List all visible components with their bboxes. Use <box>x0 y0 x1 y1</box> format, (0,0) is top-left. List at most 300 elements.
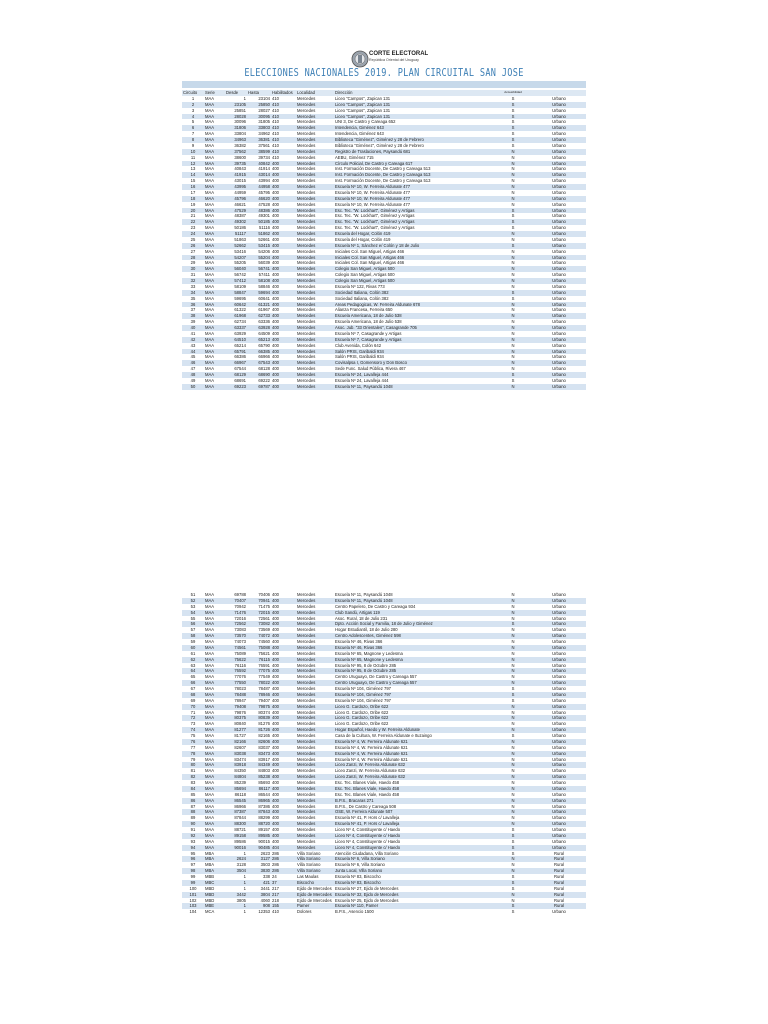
table-cell: Escuela Nº 6, Villa Soriano <box>335 862 385 868</box>
table-cell: Urbano <box>552 242 566 248</box>
table-cell: 63337 <box>234 325 246 330</box>
table-cell: Urbano <box>552 95 566 101</box>
table-cell: Escuela Nº 104, Giménez 797 <box>335 686 391 691</box>
table-cell: 400 <box>272 803 279 809</box>
table-cell: 1 <box>243 909 246 915</box>
table-cell: Urbano <box>552 703 566 709</box>
table-cell: 83 <box>190 780 196 785</box>
table-cell: Mercedes <box>297 791 316 797</box>
table-cell: Mercedes <box>297 768 316 774</box>
table-cell: 60 <box>190 644 196 650</box>
table-cell: N <box>511 785 515 791</box>
table-cell: N <box>511 195 515 201</box>
table-cell: 81726 <box>258 727 270 733</box>
table-cell: 56040 <box>234 266 246 272</box>
table-cell: Urbano <box>552 248 566 254</box>
table-cell: 38 <box>190 313 196 319</box>
table-cell: MAA <box>205 307 215 313</box>
table-cell: 2624 <box>236 856 246 862</box>
table-cell: Mercedes <box>297 178 316 184</box>
table-cell: 400 <box>272 597 279 603</box>
table-cell: S <box>511 225 515 231</box>
table-cell: 400 <box>272 774 279 780</box>
table-cell: Centro Papelero, De Castro y Careaga 934 <box>335 603 416 609</box>
table-cell: 33803 <box>258 125 270 131</box>
table-cell: 83917 <box>258 756 270 762</box>
table-cell: 286 <box>272 856 279 862</box>
table-cell: 54207 <box>234 254 246 260</box>
table-cell: Urbano <box>552 791 566 797</box>
table-cell: Urbano <box>552 821 566 827</box>
table-cell: Escuela Nº 46, Rivas 366 <box>335 644 383 650</box>
table-cell: 82607 <box>234 744 246 750</box>
table-cell: Mercedes <box>297 248 316 254</box>
table-cell: Urbano <box>552 325 566 330</box>
table-cell: 49302 <box>234 219 246 225</box>
table-cell: Urbano <box>552 260 566 266</box>
table-cell: MAA <box>205 330 215 336</box>
table-cell: 90015 <box>258 838 270 844</box>
table-cell: 400 <box>272 686 279 691</box>
table-cell: 410 <box>272 95 279 101</box>
table-cell: Urbano <box>552 166 566 172</box>
table-cell: 51117 <box>234 231 246 236</box>
table-cell: S <box>511 107 515 113</box>
table-cell: MAA <box>205 703 215 709</box>
table-cell: 400 <box>272 674 279 680</box>
table-cell: Urbano <box>552 838 566 844</box>
table-cell: Esc. Tec. Blanes Viale, Haedo 458 <box>335 791 400 797</box>
table-cell: 53415 <box>258 242 270 248</box>
table-cell: Dpto. Acción Social y Familia, 18 de Julio y Giménez <box>335 621 433 627</box>
table-cell: MAA <box>205 142 215 148</box>
table-cell: Centro Adolescentes, Giménez 598 <box>335 633 401 639</box>
table-cell: 67544 <box>234 366 246 372</box>
table-cell: 65214 <box>234 342 246 348</box>
table-cell: MAA <box>205 377 215 383</box>
table-cell: Mercedes <box>297 225 316 231</box>
table-cell: N <box>511 856 515 862</box>
table-cell: 400 <box>272 160 279 166</box>
table-cell: MAA <box>205 674 215 680</box>
table-cell: N <box>511 744 515 750</box>
table-cell: Urbano <box>552 832 566 838</box>
table-cell: Rural <box>553 856 564 862</box>
table-cell: Urbano <box>552 307 566 313</box>
table-cell: Centro Uruguayo, De Castro y Careaga 557 <box>335 674 417 680</box>
table-cell: Urbano <box>552 680 566 686</box>
table-cell: Escuela Nº 4, W. Ferreira Aldunate 621 <box>335 750 408 756</box>
table-cell: 25 <box>190 236 196 242</box>
table-cell: Escuela Nº 4, W. Ferreira Aldunate 621 <box>335 756 408 762</box>
table-cell: S <box>511 697 515 703</box>
table-cell: Mercedes <box>297 662 316 668</box>
table-cell: MAA <box>205 372 215 377</box>
table-cell: Esc. Tec. "W. Lockhart", Giménez y Artigas <box>335 207 415 213</box>
table-cell: Escuela del Hogar, Colón 419 <box>335 231 391 236</box>
table-cell: 87387 <box>234 809 246 815</box>
table-cell: 90016 <box>234 844 246 850</box>
table-cell: Mercedes <box>297 189 316 195</box>
table-cell: 27 <box>190 248 196 254</box>
table-cell: Escuela Nº 122, Rivas 773 <box>335 283 385 289</box>
table-cell: Las Maulas <box>297 874 319 879</box>
table-cell: MAA <box>205 295 215 301</box>
table-cell: MAA <box>205 656 215 662</box>
table-cell: 61322 <box>234 307 246 313</box>
table-cell: 3127 <box>260 856 270 862</box>
table-cell: MAA <box>205 231 215 236</box>
table-cell: 89585 <box>258 832 270 838</box>
table-cell: Mercedes <box>297 703 316 709</box>
table-cell: 89 <box>190 815 196 821</box>
table-cell: Liceo G. Cardozo, Oribe 622 <box>335 703 389 709</box>
table-cell: 31805 <box>258 119 270 125</box>
table-cell: 400 <box>272 201 279 207</box>
table-cell: Círculo Policial, De Castro y Careaga 617 <box>335 160 413 166</box>
table-cell: N <box>511 348 515 354</box>
table-cell: 67 <box>190 686 196 691</box>
title-bar <box>182 81 586 88</box>
table-cell: 66386 <box>234 354 246 360</box>
table-cell: MAA <box>205 301 215 307</box>
table-cell: Mercedes <box>297 289 316 295</box>
table-cell: Mercedes <box>297 827 316 832</box>
table-cell: N <box>511 627 515 633</box>
table-cell: N <box>511 354 515 360</box>
table-cell: Liceo Nº 4, Constituyente c/ Haedo <box>335 844 401 850</box>
table-cell: Junta Local, Villa Soriano <box>335 868 383 874</box>
table-cell: MAA <box>205 319 215 325</box>
table-cell: 69787 <box>258 383 270 389</box>
table-cell: 82 <box>190 774 196 780</box>
table-cell: 85238 <box>258 774 270 780</box>
table-cell: 30096 <box>234 119 246 125</box>
table-cell: MAA <box>205 283 215 289</box>
table-cell: Liceo Nº 4, Constituyente c/ Haedo <box>335 832 401 838</box>
table-cell: MAA <box>205 248 215 254</box>
table-cell: 101 <box>189 891 197 897</box>
table-cell: Escuela Nº 41, P. Hors c/ Lavalleja <box>335 821 400 827</box>
table-cell: Esc. Tec. "W. Lockhart", Giménez y Artigas <box>335 225 415 231</box>
table-cell: Urbano <box>552 738 566 744</box>
table-cell: 79876 <box>234 709 246 715</box>
table-cell: 66 <box>190 680 196 686</box>
table-cell: Urbano <box>552 809 566 815</box>
table-cell: Urbano <box>552 668 566 674</box>
table-cell: 75621 <box>258 650 270 656</box>
table-cell: 71476 <box>234 609 246 615</box>
table-cell: 55204 <box>258 254 270 260</box>
table-cell: 3442 <box>236 891 246 897</box>
table-cell: 58108 <box>258 278 270 283</box>
table-cell: Mercedes <box>297 644 316 650</box>
table-cell: 34962 <box>258 131 270 137</box>
table-cell: Escuela Nº 41, P. Hors c/ Lavalleja <box>335 815 400 821</box>
table-cell: N <box>511 803 515 809</box>
table-cell: 43994 <box>258 178 270 184</box>
table-cell: 73082 <box>258 621 270 627</box>
table-cell: S <box>511 207 515 213</box>
table-cell: MAA <box>205 172 215 178</box>
table-cell: 11 <box>190 154 196 160</box>
table-cell: Urbano <box>552 236 566 242</box>
table-cell: 400 <box>272 791 279 797</box>
table-cell: MAA <box>205 348 215 354</box>
table-cell: B.P.S., Bracaras 271 <box>335 797 374 803</box>
table-cell: N <box>511 160 515 166</box>
table-cell: Urbano <box>552 219 566 225</box>
table-cell: 400 <box>272 319 279 325</box>
table-cell: Mercedes <box>297 809 316 815</box>
table-cell: 33804 <box>234 131 246 137</box>
table-cell: 410 <box>272 125 279 131</box>
table-cell: S <box>511 137 515 142</box>
table-cell: 73 <box>190 721 196 727</box>
table-cell: MAA <box>205 278 215 283</box>
table-cell: 68690 <box>258 372 270 377</box>
table-cell: Mercedes <box>297 738 316 744</box>
table-cell: Mercedes <box>297 330 316 336</box>
table-cell: Urbano <box>552 756 566 762</box>
table-cell: 15 <box>190 178 196 184</box>
table-cell: S <box>511 377 515 383</box>
table-cell: Urbano <box>552 366 566 372</box>
table-cell: 66966 <box>258 354 270 360</box>
table-cell: Mercedes <box>297 242 316 248</box>
table-cell: Urbano <box>552 627 566 633</box>
table-cell: S <box>511 119 515 125</box>
table-cell: 25851 <box>234 107 246 113</box>
table-cell: 68691 <box>234 377 246 383</box>
table-cell: 86117 <box>258 785 270 791</box>
table-cell: MAA <box>205 166 215 172</box>
table-cell: Club Avenida, Colón 642 <box>335 342 382 348</box>
table-cell: 3805 <box>236 897 246 903</box>
table-cell: 83918 <box>234 762 246 768</box>
table-cell: 74561 <box>234 644 246 650</box>
table-cell: 104 <box>189 909 197 915</box>
table-cell: Iniciales Col. San Miguel, Artigas 466 <box>335 254 405 260</box>
table-cell: N <box>511 609 515 615</box>
table-cell: MBC <box>205 879 215 885</box>
table-cell: Urbano <box>552 289 566 295</box>
table-cell: Liceo Zanzi, W. Ferreira Aldunate 632 <box>335 762 406 768</box>
table-cell: Mercedes <box>297 838 316 844</box>
table-cell: 103 <box>189 903 197 909</box>
table-cell: N <box>511 821 515 827</box>
table-cell: 410 <box>272 107 279 113</box>
table-cell: Mercedes <box>297 621 316 627</box>
table-cell: 400 <box>272 178 279 184</box>
table-cell: 400 <box>272 325 279 330</box>
table-cell: 28 <box>190 254 196 260</box>
table-cell: MAA <box>205 615 215 621</box>
table-cell: S <box>511 113 515 119</box>
table-cell: 400 <box>272 768 279 774</box>
table-cell: Rural <box>553 885 564 891</box>
table-cell: 61321 <box>258 301 270 307</box>
table-cell: 47528 <box>258 201 270 207</box>
table-cell: 47 <box>190 366 196 372</box>
table-cell: 400 <box>272 289 279 295</box>
table-cell: Urbano <box>552 142 566 148</box>
table-cell: 23 <box>190 225 196 231</box>
table-cell: 49301 <box>258 213 270 219</box>
table-cell: Sociedad Italiana, Colón 382 <box>335 289 389 295</box>
table-cell: 74072 <box>258 633 270 639</box>
table-cell: Iniciales Col. San Miguel, Artigas 466 <box>335 260 405 266</box>
table-cell: N <box>511 774 515 780</box>
table-cell: Mercedes <box>297 295 316 301</box>
table-cell: 30095 <box>258 113 270 119</box>
table-cell: 400 <box>272 354 279 360</box>
table-cell: N <box>511 248 515 254</box>
table-cell: Liceo Nº 4, Constituyente c/ Haedo <box>335 827 401 832</box>
table-cell: N <box>511 797 515 803</box>
table-cell: Mercedes <box>297 219 316 225</box>
table-cell: MAA <box>205 207 215 213</box>
table-cell: S <box>511 844 515 850</box>
table-cell: 2623 <box>260 850 270 856</box>
table-cell: 78022 <box>258 680 270 686</box>
table-cell: 43014 <box>258 172 270 178</box>
table-cell: 25850 <box>258 101 270 107</box>
table-cell: 32 <box>190 278 196 283</box>
table-cell: Rural <box>553 891 564 897</box>
table-cell: MAA <box>205 738 215 744</box>
table-cell: 28028 <box>234 113 246 119</box>
table-cell: MAA <box>205 727 215 733</box>
table-cell: 70 <box>190 703 196 709</box>
table-cell: 400 <box>272 225 279 231</box>
table-cell: MAA <box>205 313 215 319</box>
table-cell: Mercedes <box>297 113 316 119</box>
circuit-table-2 <box>182 592 586 915</box>
table-cell: 400 <box>272 266 279 272</box>
table-cell: 400 <box>272 838 279 844</box>
table-cell: 41915 <box>234 172 246 178</box>
table-cell: 87844 <box>234 815 246 821</box>
table-cell: 85694 <box>234 785 246 791</box>
table-cell: MAA <box>205 178 215 184</box>
table-cell: Mercedes <box>297 125 316 131</box>
table-cell: 400 <box>272 248 279 254</box>
table-cell: 85 <box>190 791 196 797</box>
table-cell: MAA <box>205 756 215 762</box>
table-cell: Urbano <box>552 172 566 178</box>
table-cell: Urbano <box>552 656 566 662</box>
table-cell: 58847 <box>234 289 246 295</box>
table-cell: 78946 <box>258 691 270 697</box>
table-cell: 62734 <box>234 319 246 325</box>
table-cell: 217 <box>272 885 279 891</box>
table-cell: Escuela Nº 104, Giménez 797 <box>335 691 391 697</box>
table-cell: MAA <box>205 325 215 330</box>
table-cell: 75 <box>190 733 196 738</box>
table-cell: 53 <box>190 603 196 609</box>
table-cell: Mercedes <box>297 668 316 674</box>
table-cell: Mercedes <box>297 650 316 656</box>
table-cell: Sociedad Italiana, Colón 382 <box>335 295 389 301</box>
table-cell: Mercedes <box>297 354 316 360</box>
table-cell: MAA <box>205 592 215 597</box>
table-cell: Mercedes <box>297 201 316 207</box>
table-cell: MAA <box>205 195 215 201</box>
table-cell: 55205 <box>234 260 246 266</box>
table-cell: 57 <box>190 627 196 633</box>
table-cell: 2 <box>191 101 195 107</box>
table-cell: 14 <box>190 172 196 178</box>
table-cell: 400 <box>272 609 279 615</box>
table-cell: MAA <box>205 101 215 107</box>
table-cell: 74560 <box>258 639 270 644</box>
table-cell: Urbano <box>552 780 566 785</box>
table-cell: 76115 <box>258 656 270 662</box>
table-cell: 78947 <box>234 697 246 703</box>
table-cell: N <box>511 680 515 686</box>
table-cell: Escuela Nº 27, Ejido de Mercedes <box>335 885 399 891</box>
table-cell: 51863 <box>234 236 246 242</box>
table-cell: 71475 <box>258 603 270 609</box>
table-cell: 84803 <box>258 768 270 774</box>
table-cell: Mercedes <box>297 686 316 691</box>
table-cell: MAA <box>205 762 215 768</box>
table-cell: 77075 <box>258 668 270 674</box>
table-cell: 88721 <box>234 827 246 832</box>
table-cell: Esc. Tec. "W. Lockhart", Giménez y Artigas <box>335 213 415 219</box>
table-cell: Mercedes <box>297 615 316 621</box>
table-cell: MAA <box>205 360 215 366</box>
table-cell: Mercedes <box>297 709 316 715</box>
table-cell: S <box>511 850 515 856</box>
table-cell: N <box>511 633 515 639</box>
table-cell: Mercedes <box>297 609 316 615</box>
table-cell: MBD <box>205 891 215 897</box>
table-cell: 18 <box>190 195 196 201</box>
table-cell: Escuela Nº 4, W. Ferreira Aldunate 621 <box>335 738 408 744</box>
table-cell: 3128 <box>236 862 246 868</box>
table-cell: MAA <box>205 107 215 113</box>
table-cell: N <box>511 278 515 283</box>
table-cell: Mercedes <box>297 307 316 313</box>
table-cell: AEBU, Giménez 715 <box>335 154 374 160</box>
table-cell: N <box>511 656 515 662</box>
table-cell: 66385 <box>258 348 270 354</box>
table-cell: MAA <box>205 366 215 372</box>
table-cell: Ejido de Mercedes <box>297 885 332 891</box>
table-cell: Covisalpsa I, Gomensoro y Don Bosco <box>335 360 407 366</box>
table-cell: MAA <box>205 709 215 715</box>
table-cell: 96 <box>190 856 196 862</box>
table-cell: 70407 <box>234 597 246 603</box>
table-cell: 70406 <box>258 592 270 597</box>
table-cell: 48 <box>190 372 196 377</box>
table-cell: 77550 <box>234 680 246 686</box>
col-header: Localidad <box>297 90 315 95</box>
table-cell: Mercedes <box>297 832 316 838</box>
table-cell: N <box>511 313 515 319</box>
table-cell: 90 <box>190 821 196 827</box>
table-cell: 400 <box>272 797 279 803</box>
table-cell: Urbano <box>552 107 566 113</box>
table-cell: 24 <box>272 874 277 879</box>
table-cell: Urbano <box>552 278 566 283</box>
table-cell: Colegio San Miguel, Artigas 500 <box>335 266 395 272</box>
table-cell: Mercedes <box>297 603 316 609</box>
table-cell: MAA <box>205 137 215 142</box>
table-cell: N <box>511 603 515 609</box>
